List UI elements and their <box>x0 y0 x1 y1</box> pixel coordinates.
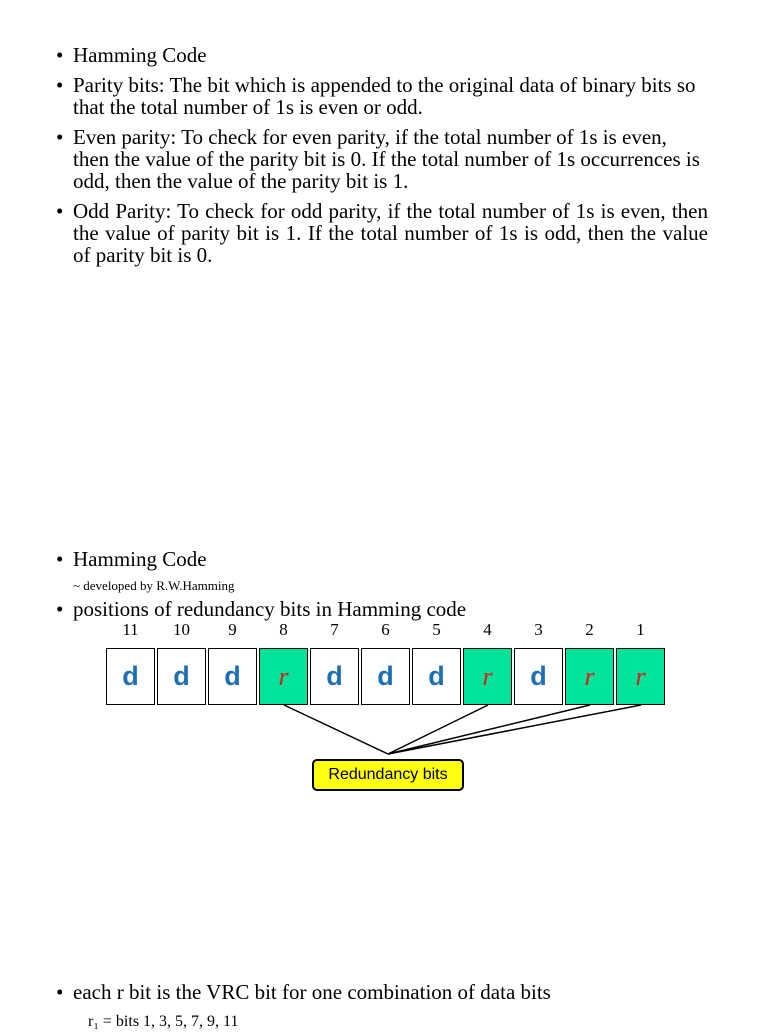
connector-line-8 <box>284 705 388 754</box>
position-label-8: 8 <box>279 620 288 639</box>
bit-cell-4: r <box>463 648 512 705</box>
bullet-hamming-code: • Hamming Code <box>0 44 768 66</box>
r1-bits-line: r₁ = bits 1, 3, 5, 7, 9, 11 <box>88 1013 239 1030</box>
position-label-2: 2 <box>585 620 594 639</box>
bullet-hamming-code-2: • Hamming Code <box>0 548 768 570</box>
slide-1 <box>0 44 768 274</box>
redundancy-bits-label: Redundancy bits <box>312 759 464 791</box>
bullet-parity-bits: • Parity bits: The bit which is appended to the original data of binary bits so that the total number of 1s is even or odd. <box>0 74 768 118</box>
connector-line-2 <box>388 705 590 754</box>
bullet-positions: • positions of redundancy bits in Hamming code <box>0 598 768 620</box>
bullet-odd-parity: • Odd Parity: To check for odd parity, if the total number of 1s is even, then the value of parity bit is 1. If the total number of 1s is odd, then the value of parity bit is 0. <box>0 200 768 266</box>
position-label-7: 7 <box>330 620 339 639</box>
position-label-5: 5 <box>432 620 441 639</box>
bit-cell-11: d <box>106 648 155 705</box>
position-label-3: 3 <box>534 620 543 639</box>
bullet-vrc: • each r bit is the VRC bit for one combination of data bits <box>0 981 768 1003</box>
bit-cell-3: d <box>514 648 563 705</box>
slide-2 <box>0 548 768 620</box>
bullet-even-parity: • Even parity: To check for even parity, if the total number of 1s is even, then the value of the parity bit is 0. If the total number of 1s occurrences is odd, then the value of the parity bit is 1. <box>0 126 768 192</box>
position-label-6: 6 <box>381 620 390 639</box>
ghost-watermark-2 <box>70 918 79 952</box>
bit-cell-1: r <box>616 648 665 705</box>
developed-by-note: ~ developed by R.W.Hamming <box>73 578 235 593</box>
bit-cell-10: d <box>157 648 206 705</box>
bit-cell-2: r <box>565 648 614 705</box>
connector-line-1 <box>388 705 641 754</box>
position-label-11: 11 <box>122 620 139 639</box>
bit-cell-7: d <box>310 648 359 705</box>
bit-cell-9: d <box>208 648 257 705</box>
position-label-9: 9 <box>228 620 237 639</box>
connector-line-4 <box>388 705 488 754</box>
slide-3 <box>0 981 768 1011</box>
hamming-positions-diagram <box>0 620 768 800</box>
bit-cell-5: d <box>412 648 461 705</box>
position-label-1: 1 <box>636 620 645 639</box>
bit-cell-6: d <box>361 648 410 705</box>
position-label-10: 10 <box>173 620 190 639</box>
ghost-watermark-1 <box>70 485 79 519</box>
bullet-list-1 <box>0 44 768 266</box>
bit-cell-8: r <box>259 648 308 705</box>
position-label-4: 4 <box>483 620 492 639</box>
